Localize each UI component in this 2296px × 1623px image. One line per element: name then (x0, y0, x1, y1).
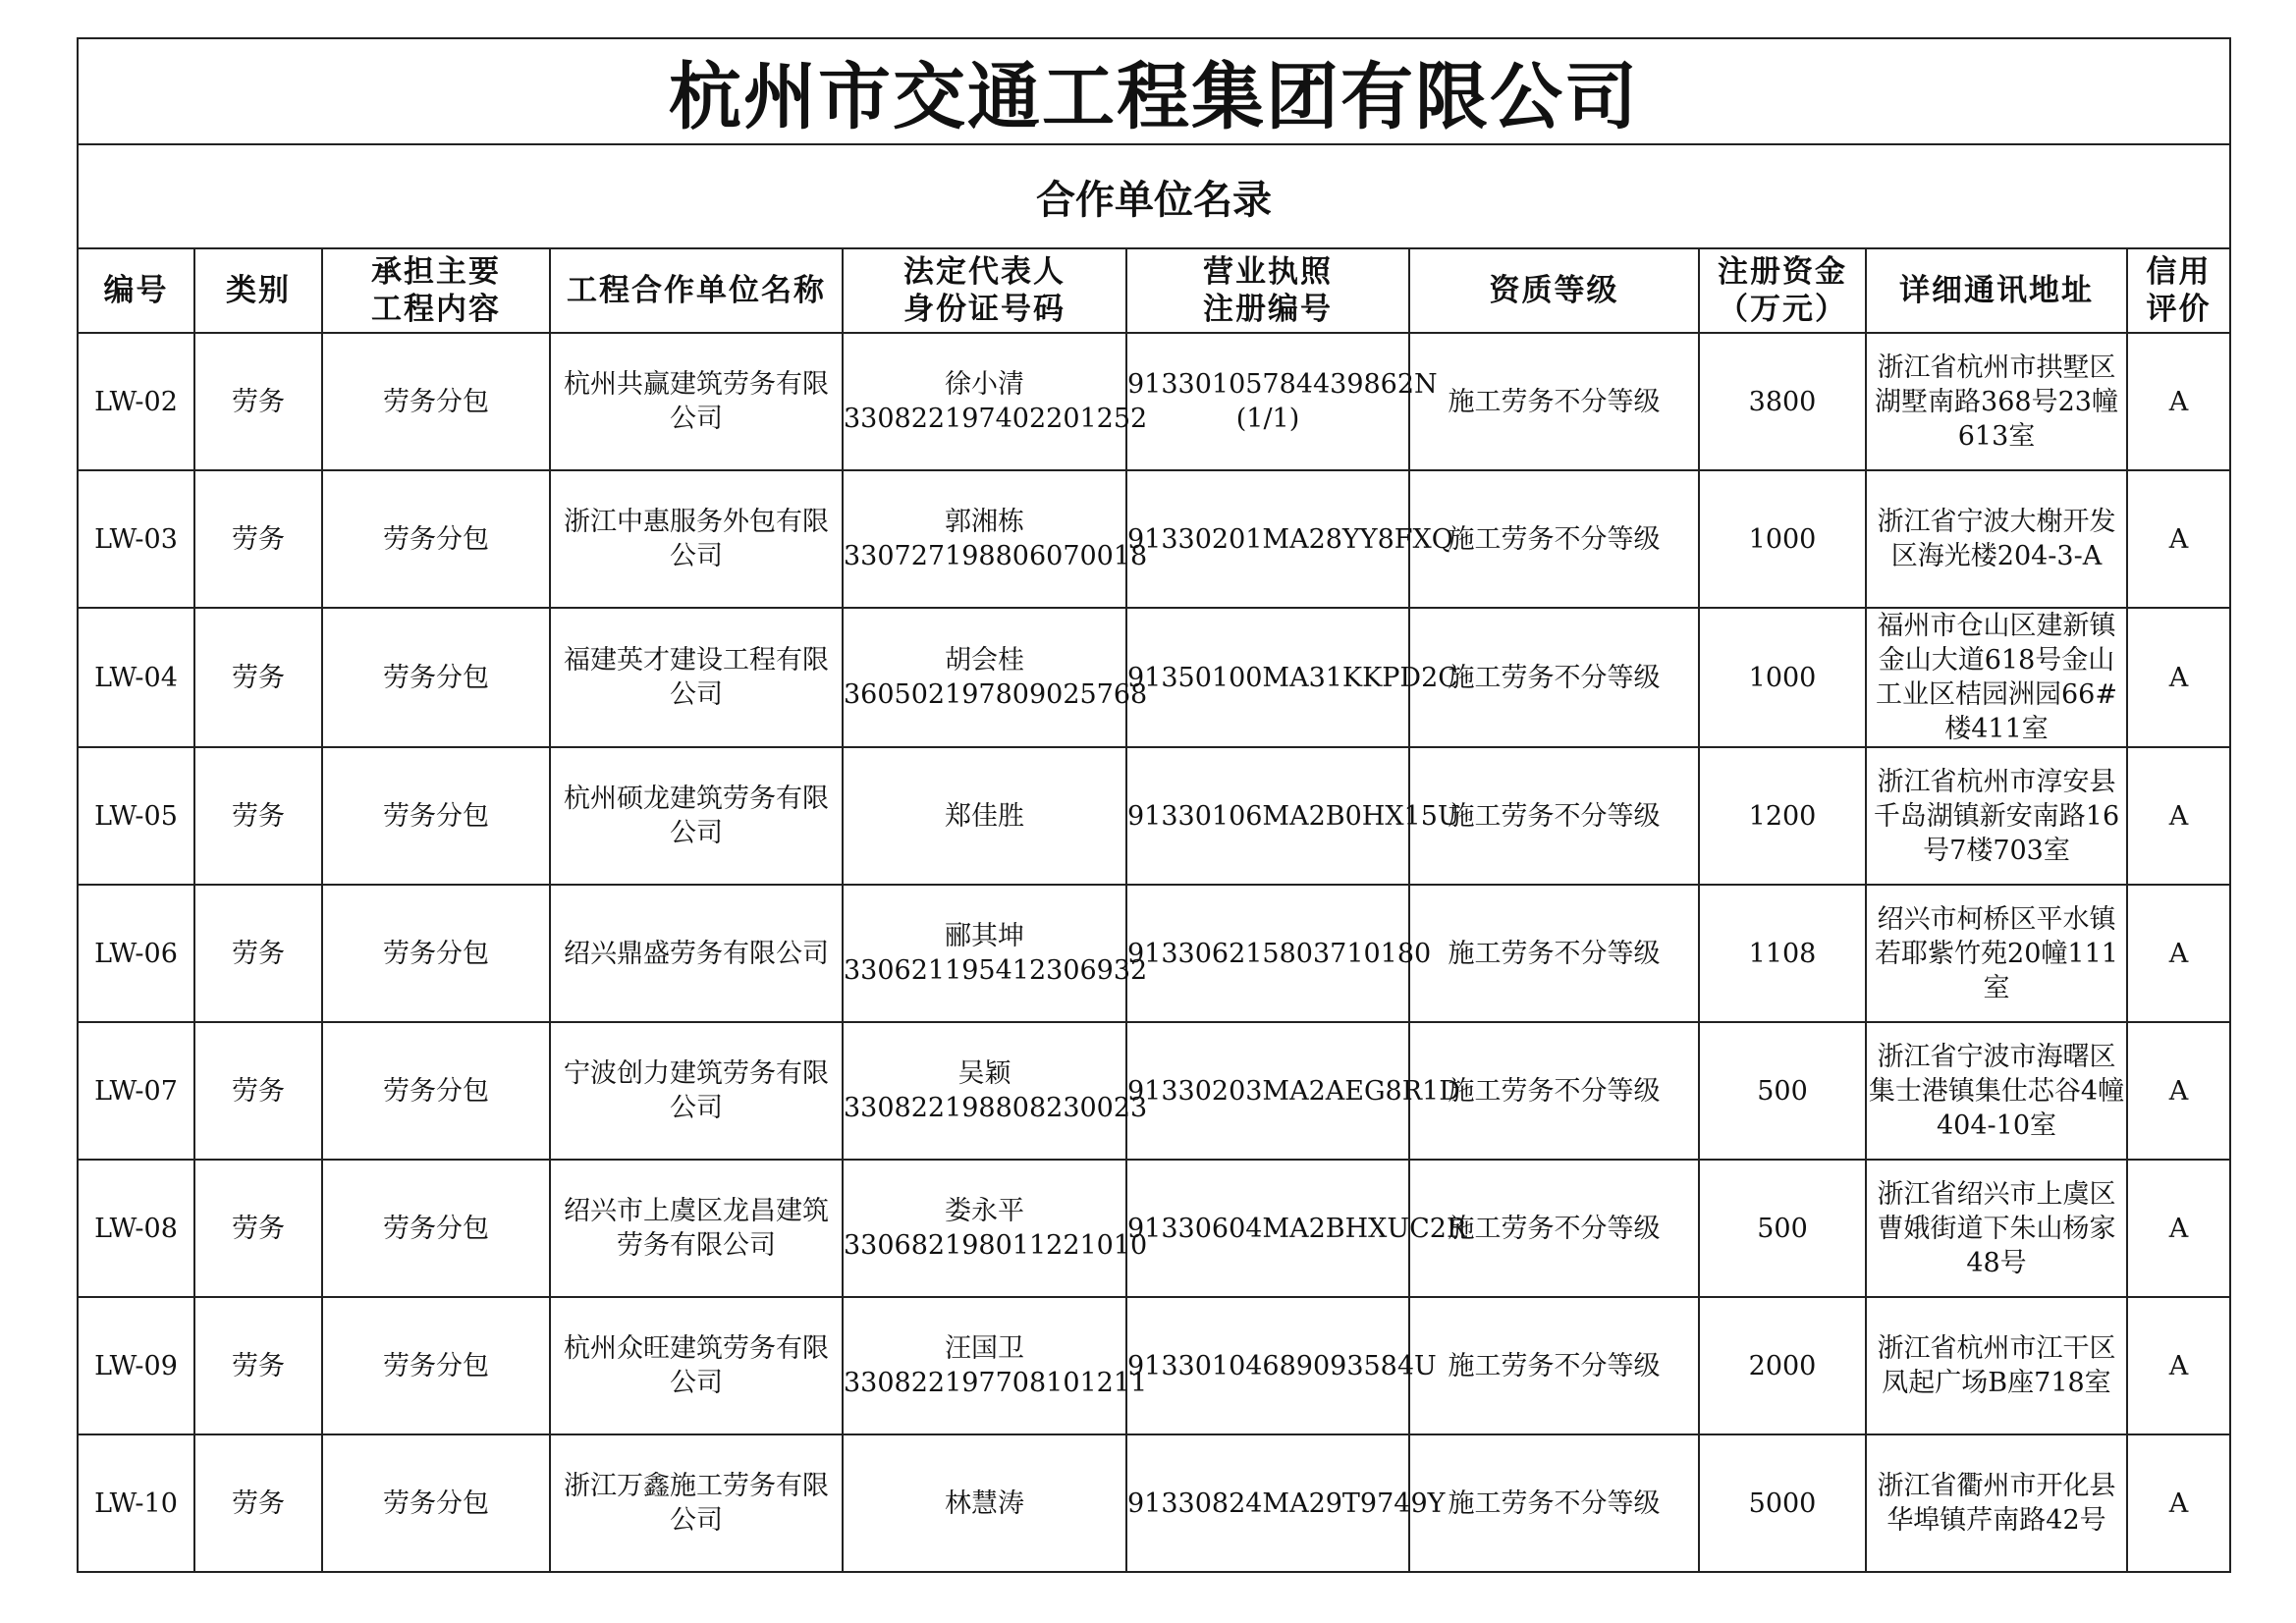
cell-capital: 500 (1699, 1160, 1866, 1297)
cell-unit-name: 绍兴鼎盛劳务有限公司 (550, 885, 843, 1022)
header-no: 编号 (78, 248, 194, 333)
cell-content: 劳务分包 (322, 333, 550, 470)
cell-credit: A (2127, 470, 2230, 608)
cell-address: 浙江省杭州市江干区凤起广场B座718室 (1866, 1297, 2127, 1434)
cell-no: LW-07 (78, 1022, 194, 1160)
table-row (78, 333, 2230, 470)
cell-address: 绍兴市柯桥区平水镇若耶紫竹苑20幢111室 (1866, 885, 2127, 1022)
cell-license: 91330106MA2B0HX15U (1126, 747, 1409, 885)
cell-credit: A (2127, 747, 2230, 885)
table-row (78, 608, 2230, 747)
cell-grade: 施工劳务不分等级 (1409, 1434, 1699, 1572)
cell-credit: A (2127, 1160, 2230, 1297)
header-content: 承担主要 工程内容 (322, 248, 550, 333)
header-type: 类别 (194, 248, 322, 333)
cell-unit-name: 宁波创力建筑劳务有限公司 (550, 1022, 843, 1160)
cell-capital: 1000 (1699, 608, 1866, 747)
cell-grade: 施工劳务不分等级 (1409, 1022, 1699, 1160)
cell-no: LW-02 (78, 333, 194, 470)
cell-credit: A (2127, 1297, 2230, 1434)
cell-credit: A (2127, 333, 2230, 470)
cell-grade: 施工劳务不分等级 (1409, 608, 1699, 747)
cell-credit: A (2127, 885, 2230, 1022)
cell-license: 91330824MA29T9749Y (1126, 1434, 1409, 1572)
cell-type: 劳务 (194, 470, 322, 608)
cell-no: LW-10 (78, 1434, 194, 1572)
cell-address: 浙江省杭州市淳安县千岛湖镇新安南路16号7楼703室 (1866, 747, 2127, 885)
cell-license: 91330105784439862N (1/1) (1126, 333, 1409, 470)
cell-representative: 汪国卫 330822197708101211 (843, 1297, 1126, 1434)
table-row (78, 1434, 2230, 1572)
cell-type: 劳务 (194, 1297, 322, 1434)
header-address: 详细通讯地址 (1866, 248, 2127, 333)
cell-capital: 2000 (1699, 1297, 1866, 1434)
cell-address: 浙江省杭州市拱墅区湖墅南路368号23幢613室 (1866, 333, 2127, 470)
cell-credit: A (2127, 1022, 2230, 1160)
cell-address: 浙江省宁波市海曙区集士港镇集仕芯谷4幢404-10室 (1866, 1022, 2127, 1160)
cell-unit-name: 杭州共赢建筑劳务有限公司 (550, 333, 843, 470)
cell-type: 劳务 (194, 1160, 322, 1297)
cell-no: LW-05 (78, 747, 194, 885)
cell-representative: 林慧涛 (843, 1434, 1126, 1572)
table-row (78, 1022, 2230, 1160)
cell-content: 劳务分包 (322, 885, 550, 1022)
table-row (78, 470, 2230, 608)
cell-type: 劳务 (194, 608, 322, 747)
cell-grade: 施工劳务不分等级 (1409, 333, 1699, 470)
cell-type: 劳务 (194, 747, 322, 885)
cell-type: 劳务 (194, 885, 322, 1022)
cell-unit-name: 福建英才建设工程有限公司 (550, 608, 843, 747)
cell-unit-name: 绍兴市上虞区龙昌建筑劳务有限公司 (550, 1160, 843, 1297)
cell-license: 91330201MA28YY8FXQ (1126, 470, 1409, 608)
cell-content: 劳务分包 (322, 1022, 550, 1160)
cell-content: 劳务分包 (322, 1160, 550, 1297)
cell-grade: 施工劳务不分等级 (1409, 1160, 1699, 1297)
cell-type: 劳务 (194, 1022, 322, 1160)
table-row (78, 1297, 2230, 1434)
cell-license: 91350100MA31KKPD2C (1126, 608, 1409, 747)
cell-no: LW-03 (78, 470, 194, 608)
cell-capital: 3800 (1699, 333, 1866, 470)
cell-unit-name: 浙江中惠服务外包有限公司 (550, 470, 843, 608)
cell-address: 浙江省宁波大榭开发区海光楼204-3-A (1866, 470, 2127, 608)
cell-content: 劳务分包 (322, 747, 550, 885)
cell-content: 劳务分包 (322, 608, 550, 747)
cell-no: LW-06 (78, 885, 194, 1022)
cell-unit-name: 杭州硕龙建筑劳务有限公司 (550, 747, 843, 885)
cell-content: 劳务分包 (322, 1434, 550, 1572)
header-unit: 工程合作单位名称 (550, 248, 843, 333)
cell-unit-name: 浙江万鑫施工劳务有限公司 (550, 1434, 843, 1572)
header-license: 营业执照 注册编号 (1126, 248, 1409, 333)
cell-capital: 1000 (1699, 470, 1866, 608)
cell-representative: 徐小清 330822197402201252 (843, 333, 1126, 470)
header-row (78, 248, 2230, 333)
cell-unit-name: 杭州众旺建筑劳务有限公司 (550, 1297, 843, 1434)
document-title: 杭州市交通工程集团有限公司 (78, 38, 2230, 144)
cell-capital: 1108 (1699, 885, 1866, 1022)
cell-grade: 施工劳务不分等级 (1409, 1297, 1699, 1434)
cell-no: LW-09 (78, 1297, 194, 1434)
cell-representative: 胡会桂 360502197809025768 (843, 608, 1126, 747)
table-row (78, 1160, 2230, 1297)
cell-content: 劳务分包 (322, 1297, 550, 1434)
partner-directory-table (77, 37, 2231, 1573)
cell-no: LW-04 (78, 608, 194, 747)
cell-type: 劳务 (194, 1434, 322, 1572)
table-body (78, 333, 2230, 1572)
cell-type: 劳务 (194, 333, 322, 470)
cell-address: 福州市仓山区建新镇金山大道618号金山工业区桔园洲园66#楼411室 (1866, 608, 2127, 747)
header-capital: 注册资金 （万元） (1699, 248, 1866, 333)
cell-license: 91330203MA2AEG8R1D (1126, 1022, 1409, 1160)
cell-capital: 500 (1699, 1022, 1866, 1160)
cell-license: 91330604MA2BHXUC2R (1126, 1160, 1409, 1297)
cell-capital: 5000 (1699, 1434, 1866, 1572)
cell-credit: A (2127, 608, 2230, 747)
cell-capital: 1200 (1699, 747, 1866, 885)
cell-representative: 郑佳胜 (843, 747, 1126, 885)
header-representative: 法定代表人 身份证号码 (843, 248, 1126, 333)
cell-representative: 郦其坤 330621195412306932 (843, 885, 1126, 1022)
cell-grade: 施工劳务不分等级 (1409, 747, 1699, 885)
table-row (78, 885, 2230, 1022)
cell-no: LW-08 (78, 1160, 194, 1297)
header-credit: 信用 评价 (2127, 248, 2230, 333)
cell-grade: 施工劳务不分等级 (1409, 885, 1699, 1022)
table-row (78, 747, 2230, 885)
header-grade: 资质等级 (1409, 248, 1699, 333)
cell-grade: 施工劳务不分等级 (1409, 470, 1699, 608)
cell-representative: 郭湘栋 330727198806070018 (843, 470, 1126, 608)
cell-representative: 吴颖 330822198808230023 (843, 1022, 1126, 1160)
cell-address: 浙江省绍兴市上虞区曹娥街道下朱山杨家48号 (1866, 1160, 2127, 1297)
cell-credit: A (2127, 1434, 2230, 1572)
cell-representative: 娄永平 330682198011221010 (843, 1160, 1126, 1297)
cell-license: 913306215803710180 (1126, 885, 1409, 1022)
table-subtitle: 合作单位名录 (78, 144, 2230, 248)
cell-license: 91330104689093584U (1126, 1297, 1409, 1434)
cell-address: 浙江省衢州市开化县华埠镇芹南路42号 (1866, 1434, 2127, 1572)
cell-content: 劳务分包 (322, 470, 550, 608)
